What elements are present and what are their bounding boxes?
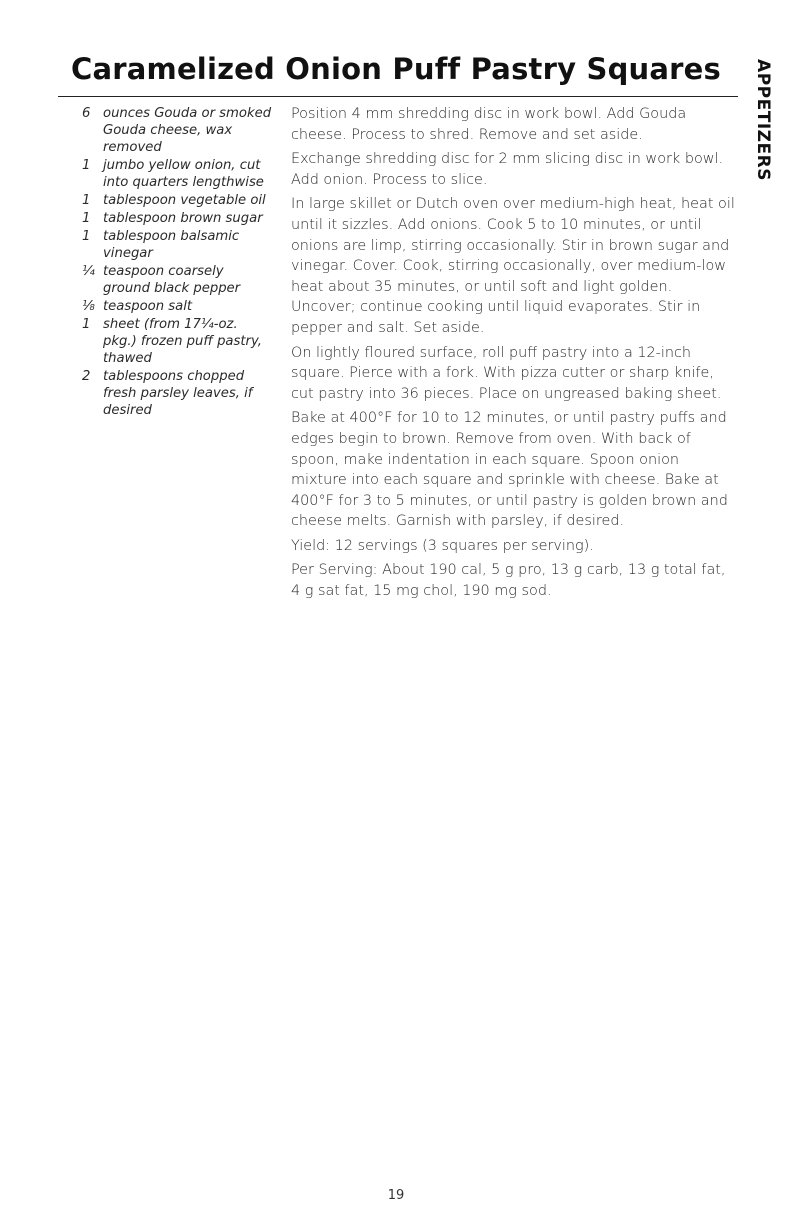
ingredient-quantity: 1 [82, 317, 91, 332]
ingredient-item [82, 316, 272, 367]
section-tab [748, 56, 778, 184]
ingredient-text: sheet (from 17¼-oz. pkg.) frozen puff pastry, thawed [103, 317, 262, 366]
ingredient-quantity: 1 [82, 158, 91, 173]
ingredient-item [82, 263, 272, 297]
ingredient-item [82, 105, 272, 156]
ingredient-item [82, 228, 272, 262]
ingredient-quantity: ⅛ [82, 299, 95, 314]
ingredient-quantity: 1 [82, 229, 91, 244]
ingredient-text: tablespoon brown sugar [103, 211, 263, 226]
ingredient-quantity: ¼ [82, 264, 95, 279]
ingredient-text: tablespoon balsamic vinegar [103, 229, 240, 261]
ingredient-item [82, 157, 272, 191]
method-steps [291, 104, 736, 606]
ingredient-text: ounces Gouda or smoked Gouda cheese, wax removed [103, 106, 272, 155]
ingredient-text: tablespoons chopped fresh parsley leaves, if desired [103, 369, 253, 418]
yield-text: Yield: 12 servings (3 squares per serving). [291, 537, 594, 554]
page-number: 19 [387, 1188, 405, 1203]
ingredient-text: teaspoon salt [103, 299, 193, 314]
section-tab-label: APPETIZERS [753, 59, 773, 181]
ingredient-quantity: 2 [82, 369, 91, 384]
method-step: Position 4 mm shredding disc in work bowl. Add Gouda cheese. Process to shred. Remove and set aside. [291, 106, 687, 143]
ingredient-item [82, 298, 272, 315]
nutrition-text: Per Serving: About 190 cal, 5 g pro, 13 g carb, 13 g total fat, 4 g sat fat, 15 mg chol, 190 mg sod. [291, 562, 726, 600]
recipe-title: Caramelized Onion Puff Pastry Squares [71, 52, 721, 86]
title-divider [58, 96, 738, 97]
ingredient-text: tablespoon vegetable oil [103, 193, 266, 208]
ingredient-list [82, 105, 272, 420]
method-step: Bake at 400°F for 10 to 12 minutes, or until pastry puffs and edges begin to brown. Remove from oven. With back of spoon, make indentation in each square. Spoon onion mixture into each square and sprinkle with cheese. Bake at 400°F for 3 to 5 minutes, or until pastry is golden brown and cheese melts. Garnish with parsley, if desired. [291, 410, 728, 530]
method-step: On lightly floured surface, roll puff pastry into a 12-inch square. Pierce with a fork. With pizza cutter or sharp knife, cut pastry into 36 pieces. Place on ungreased baking sheet. [291, 344, 722, 402]
ingredient-item [82, 210, 272, 227]
ingredient-item [82, 192, 272, 209]
ingredient-quantity: 1 [82, 193, 91, 208]
ingredient-text: jumbo yellow onion, cut into quarters lengthwise [103, 158, 264, 190]
ingredient-quantity: 1 [82, 211, 91, 226]
method-step: Exchange shredding disc for 2 mm slicing disc in work bowl. Add onion. Process to slice. [291, 151, 724, 188]
ingredient-item [82, 368, 272, 419]
ingredient-quantity: 6 [82, 106, 91, 121]
method-step: In large skillet or Dutch oven over medium-high heat, heat oil until it sizzles. Add onions. Cook 5 to 10 minutes, or until onions are limp, stirring occasionally. Stir in brown sugar and vinegar. Cover. Cook, stirring occasionally, over medium-low heat about 35 minutes, or until soft and light golden. Uncover; continue cooking until liquid evaporates. Stir in pepper and salt. Set aside. [291, 196, 735, 336]
ingredient-text: teaspoon coarsely ground black pepper [103, 264, 241, 296]
